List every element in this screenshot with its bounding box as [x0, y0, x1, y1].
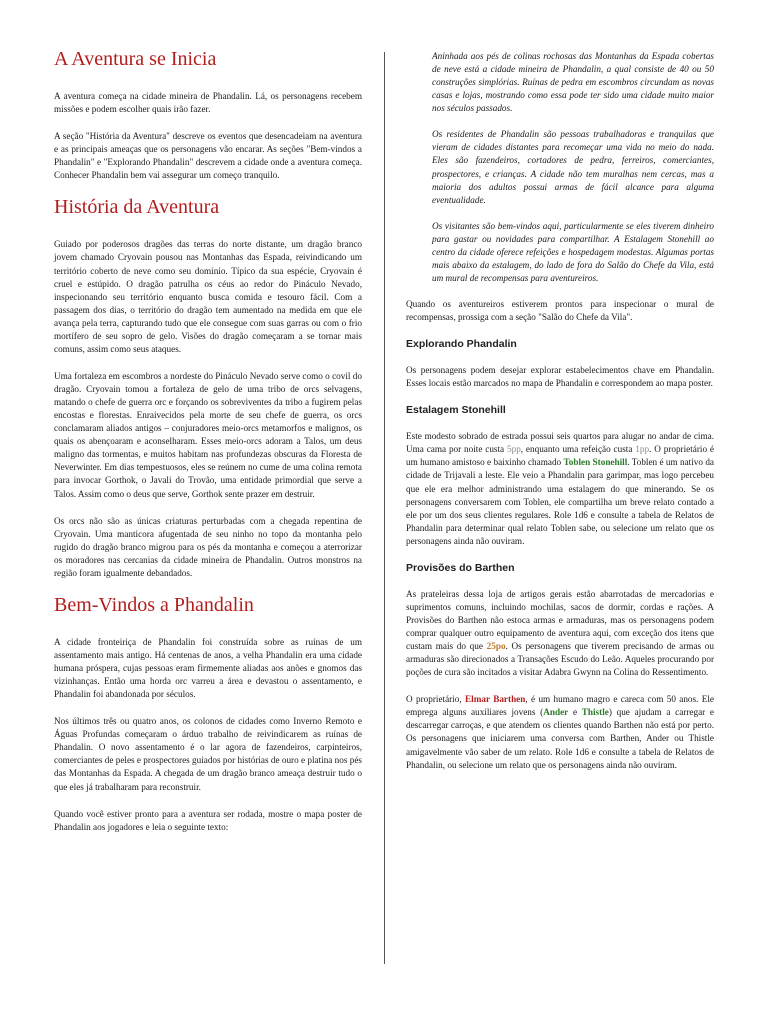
npc-thistle: Thistle [581, 707, 609, 718]
read-aloud-paragraph: Aninhada aos pés de colinas rochosas das Montanhas da Espada cobertas de neve está a cidade mineira de Phandalin, a qual consiste de 40 ou 50 construções simplórias. Ruínas de pedra em escombros circundam as novas casas e lojas, mostrando como essa pode ter sido uma cidade muito maior nos séculos passados. [432, 51, 714, 114]
paragraph: Uma fortaleza em escombros a nordeste do Pináculo Nevado serve como o covil do dragão. Cryovain tomou a fortaleza de gelo de uma tribo de orcs selvagens, matando o chefe de guerra orc e forçando os sobreviventes da tribo a fugirem pelas encostas e florestas. Enraivecidos pela morte de seu chefe de guerra, os orcs conclamaram aliados antigos – conjuradores meio-orcs metamorfos e malignos, os quais os abençoaram e aconselharam. Esses meio-orcs adoram a Talos, um deus maligno das tormentas, e muitos habitam nas profundezas obscuras da Floresta de Neverwinter. Em dias tempestuosos, eles se reúnem no cume de uma colina remota para invocar Gorthok, o Javali do Trovão, uma entidade primordial que serve a Talos. Assim como o deus que serve, Gorthok sente prazer em destruir. [54, 370, 362, 499]
read-aloud-box [406, 50, 714, 285]
text-run: . O proprietário é um humano amistoso e baixinho chamado [406, 444, 715, 468]
paragraph: Quando você estiver pronto para a aventura ser rodada, mostre o mapa poster de Phandalin aos jogadores e leia o seguinte texto: [54, 808, 362, 832]
text-run: e [568, 707, 582, 718]
heading-historia-da-aventura: História da Aventura [54, 196, 220, 219]
heading-provisoes-do-barthen: Provisões do Barthen [406, 561, 515, 574]
paragraph-barthen [406, 588, 714, 679]
paragraph: Nos últimos três ou quatro anos, os colonos de cidades como Inverno Remoto e Águas Profundas começaram o árduo trabalho de reivindicarem as ruínas de Phandalin. O novo assentamento é o lar agora de fazendeiros, carpinteiros, comerciantes de peles e prospectores guiados por histórias de ouro e platina nos pés das Montanhas da Espada. A chegada de um dragão branco ameaça destruir tudo o que eles já trabalharam para reconstruir. [54, 716, 362, 792]
paragraph: A seção "História da Aventura" descreve os eventos que desencadeiam na aventura e as principais ameaças que os personagens vão encarar. As seções "Bem-vindos a Phandalin" e "Explorando Phandalin" descrevem a cidade onde a aventura começa. Conhecer Phandalin bem vai assegurar um começo tranquilo. [54, 131, 362, 181]
right-column [406, 50, 714, 786]
price-25po: 25po [486, 641, 506, 652]
paragraph-elmar [406, 693, 714, 771]
read-aloud-paragraph: Os residentes de Phandalin são pessoas trabalhadoras e tranquilas que vieram de cidades distantes para recomeçar uma vida no meio do nada. Eles são fazendeiros, cortadores de pedra, ferreiros, comerciantes, prospectores, e crianças. A cidade não tem muralhas nem cercas, mas a maioria dos adultos possui armas de fácil alcance para alguma eventualidade. [432, 129, 714, 205]
price-1pp: 1pp [635, 444, 650, 455]
heading-explorando-phandalin: Explorando Phandalin [406, 338, 517, 351]
text-run: As prateleiras dessa loja de artigos gerais estão abarrotadas de mercadorias e suprimentos comuns, incluindo mochilas, sacos de dormir, cordas e rações. A Provisões do Barthen não estoca armas e armaduras, mas os personagens podem comprar qualquer outro equipamento de aventura aqui, com exceção dos itens que custam mais do que [406, 588, 714, 652]
text-run: , enquanto uma refeição custa [520, 444, 636, 455]
heading-estalagem-stonehill: Estalagem Stonehill [406, 404, 506, 417]
paragraph: Guiado por poderosos dragões das terras do norte distante, um dragão branco jovem chamado Cryovain pousou nas Montanhas das Espada, reivindicando um território coberto de neve como seu domínio. Típico da sua espécie, Cryovain é cruel e estúpido. O dragão patrulha os céus ao redor do Pináculo Nevado, inspecionando seu território enquanto busca comida e tesouro fácil. Com a passagem dos dias, o território do dragão tem aumentado na medida em que ele avança pela terra, capturando tudo que ele consegue com suas garras ou com o frio mortífero de seu sopro de gelo. Visões do dragão começaram a se tornar mais comuns, assim como seus ataques. [54, 239, 362, 354]
paragraph: A aventura começa na cidade mineira de Phandalin. Lá, os personagens recebem missões e podem escolher quais irão fazer. [54, 91, 362, 115]
paragraph: Quando os aventureiros estiverem prontos para inspecionar o mural de recompensas, prossiga com a seção "Salão do Chefe da Vila". [406, 299, 714, 323]
heading-bem-vindos-a-phandalin: Bem-Vindos a Phandalin [54, 593, 254, 616]
text-run: ) que ajudam a carregar e descarregar carroças, e que atendem os clientes quando Barthen não está por perto. Os personagens que iniciarem uma conversa com Barthen, Ander ou Thistle amigavelmente vão saber de um relato. Role 1d6 e consulte a tabela de Relatos de Phandalin, ou selecione um relato que os personagens ainda não ouviram. [406, 707, 715, 770]
npc-ander: Ander [543, 707, 569, 718]
price-5pp: 5pp [507, 444, 521, 455]
left-column [54, 48, 362, 848]
paragraph-stonehill [406, 430, 714, 548]
text-run: , é um humano magro e careca com 50 anos. Ele emprega alguns auxiliares jovens ( [406, 694, 714, 718]
text-run: Este modesto sobrado de estrada possui seis quartos para alugar no andar de cima. Uma cama por noite custa [406, 431, 714, 455]
heading-aventura-se-inicia: A Aventura se Inicia [54, 48, 217, 70]
text-run: . Toblen é um nativo da cidade de Trijavali a leste. Ele veio a Phandalin para garimpar, mas logo percebeu que ele era melhor administrando uma estalagem do que minerando. Se os personagens conversarem com Toblen, ele compartilha um breve relato contado a ele por um dos seus clientes regulares. Role 1d6 e consulte a tabela de Relatos de Phandalin para determinar qual relato Toblen sabe, ou selecione um relato que os personagens ainda não ouviram. [406, 457, 714, 546]
text-run: O proprietário, [406, 694, 466, 705]
paragraph: A cidade fronteiriça de Phandalin foi construída sobre as ruínas de um assentamento mais antigo. Há centenas de anos, a velha Phandalin era uma cidade humana próspera, cujas pessoas eram firmemente aliadas aos anões e gnomos das vizinhanças. Então uma horda orc varreu a área e devastou o assentamento, e Phandalin foi abandonada por séculos. [54, 636, 362, 700]
paragraph: Os personagens podem desejar explorar estabelecimentos chave em Phandalin. Esses locais estão marcados no mapa de Phandalin e correspondem ao mapa poster. [406, 365, 714, 389]
column-divider [384, 52, 385, 964]
read-aloud-paragraph: Os visitantes são bem-vindos aqui, particularmente se eles tiverem dinheiro para gastar ou novidades para compartilhar. A Estalagem Stonehill ao centro da cidade oferece refeições e hospedagem modestas. Algumas portas mais abaixo da estalagem, do lado de fora do Salão do Chefe da Vila, está um mural de recompensas para aventureiros. [432, 220, 714, 283]
text-run: . Os personagens que tiverem precisando de armas ou armaduras são direcionados a Transações Escudo do Leão. Aqueles procurando por poções de cura são incitados a visitar Adabra Gwynn na Colina do Ressentimento. [406, 641, 714, 678]
npc-toblen-stonehill: Toblen Stonehill [563, 457, 628, 468]
paragraph: Os orcs não são as únicas criaturas perturbadas com a chegada repentina de Cryovain. Uma manticora afugentada de seu ninho no topo da montanha pelo rugido do dragão branco migrou para os pés da montanha e começou a aterrorizar os moradores nas cercanias da cidade mineira de Phandalin. Outros monstros na região foram igualmente debandados. [54, 515, 362, 578]
npc-elmar-barthen: Elmar Barthen [465, 694, 526, 705]
